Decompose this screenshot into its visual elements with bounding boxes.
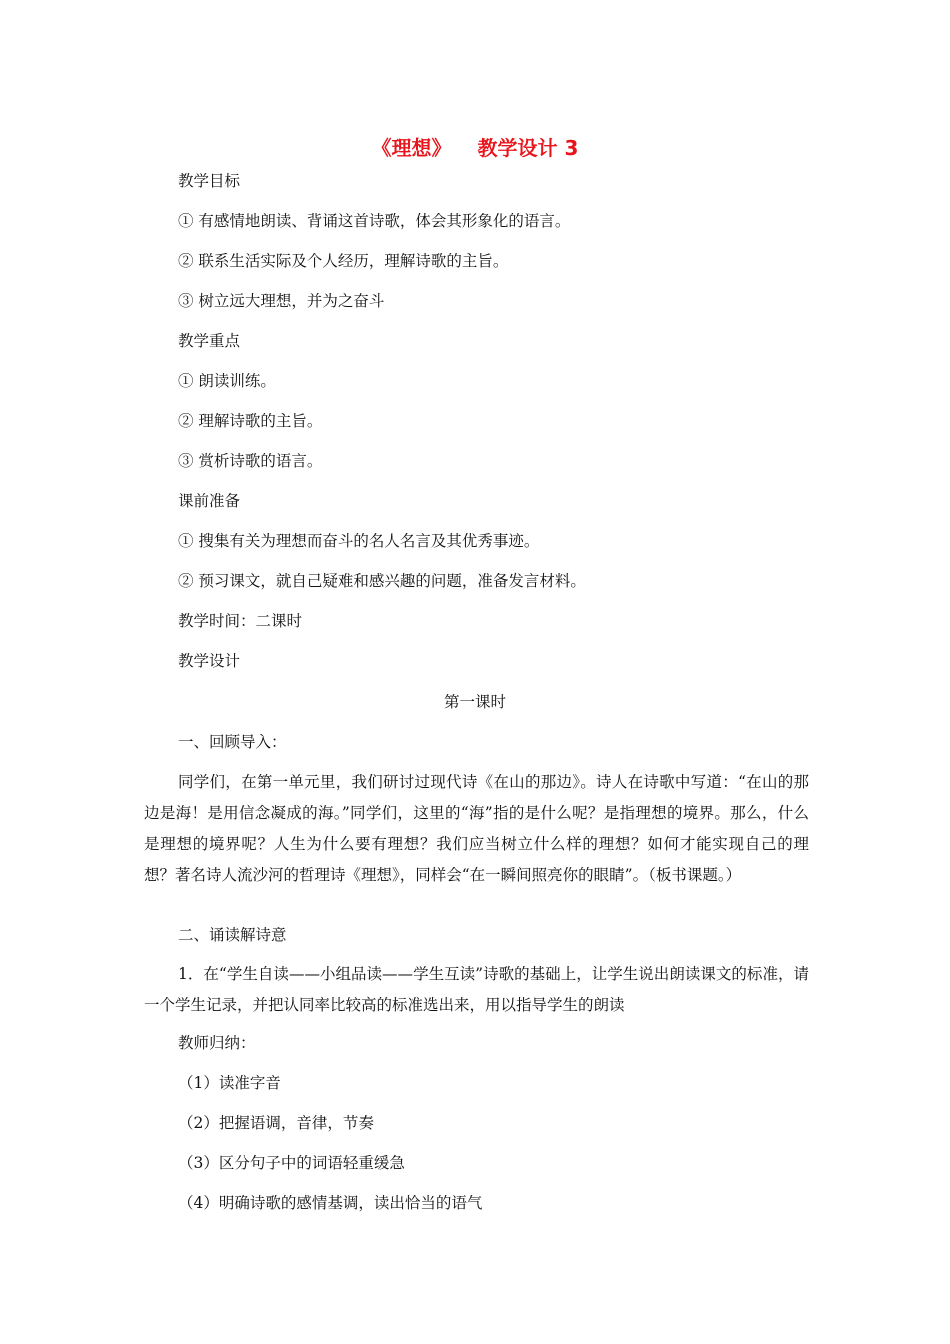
preparation-heading: 课前准备: [178, 492, 241, 510]
objective-item-3: ③ 树立远大理想，并为之奋斗: [178, 292, 385, 310]
summary-item-3: （3）区分句子中的词语轻重缓急: [178, 1154, 405, 1172]
preparation-item-2: ② 预习课文，就自己疑难和感兴趣的问题，准备发言材料。: [178, 572, 586, 590]
focus-item-1: ① 朗读训练。: [178, 372, 276, 390]
design-heading: 教学设计: [178, 652, 241, 670]
focus-item-2: ② 理解诗歌的主旨。: [178, 412, 323, 430]
title-sub: 教学设计 3: [477, 136, 579, 160]
objectives-heading: 教学目标: [178, 172, 241, 190]
summary-heading: 教师归纳：: [178, 1034, 256, 1052]
summary-item-1: （1）读准字音: [178, 1074, 281, 1092]
focus-item-3: ③ 赏析诗歌的语言。: [178, 452, 323, 470]
section2-heading: 二、诵读解诗意: [178, 926, 287, 944]
summary-item-4: （4）明确诗歌的感情基调，读出恰当的语气: [178, 1194, 483, 1212]
section1-heading: 一、回顾导入：: [178, 733, 287, 751]
preparation-item-1: ① 搜集有关为理想而奋斗的名人名言及其优秀事迹。: [178, 532, 540, 550]
document-title: [0, 134, 950, 162]
lesson-title: 第一课时: [443, 693, 506, 711]
focus-heading: 教学重点: [178, 332, 241, 350]
objective-item-1: ① 有感情地朗读、背诵这首诗歌，体会其形象化的语言。: [178, 212, 571, 230]
section2-paragraph: 1．在“学生自读——小组品读——学生互读”诗歌的基础上，让学生说出朗读课文的标准，请一个学生记录，并把认同率比较高的标准选出来，用以指导学生的朗读: [144, 965, 809, 1014]
summary-item-2: （2）把握语调，音律，节奏: [178, 1114, 374, 1132]
section1-paragraph: 同学们，在第一单元里，我们研讨过现代诗《在山的那边》。诗人在诗歌中写道：“在山的那边是海！是用信念凝成的海。”同学们，这里的“海”指的是什么呢？是指理想的境界。那么，什么是理想的境界呢？人生为什么要有理想？我们应当树立什么样的理想？如何才能实现自己的理想？著名诗人流沙河的哲理诗《理想》，同样会“在一瞬间照亮你的眼睛”。（板书课题。）: [144, 773, 809, 884]
objective-item-2: ② 联系生活实际及个人经历，理解诗歌的主旨。: [178, 252, 509, 270]
teaching-time: 教学时间：二课时: [178, 612, 303, 630]
title-main: 《理想》: [371, 136, 452, 160]
